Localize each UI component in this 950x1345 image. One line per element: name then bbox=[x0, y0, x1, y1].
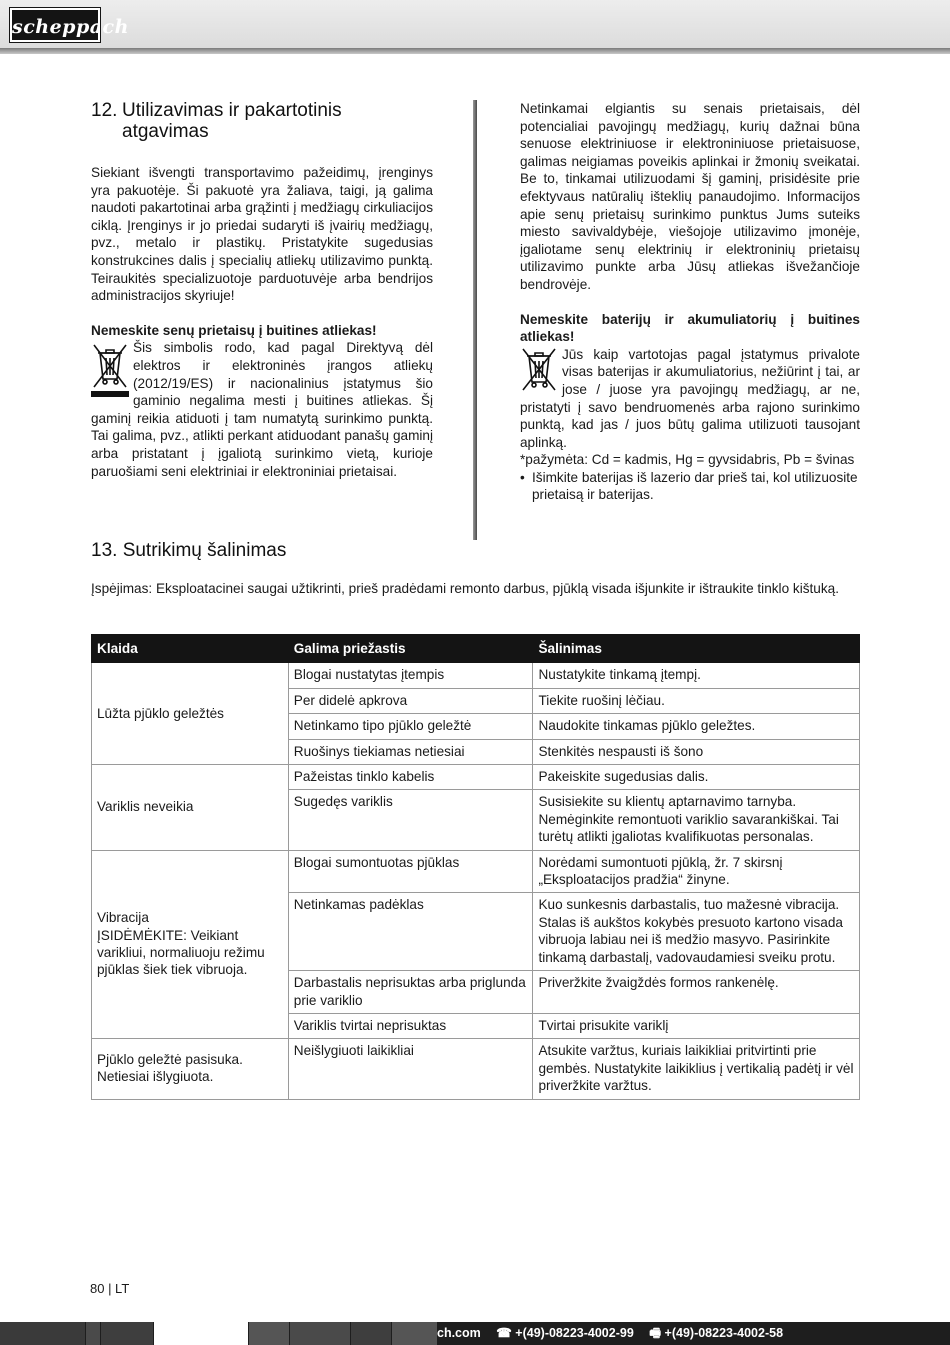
column-header: Galima priežastis bbox=[288, 635, 533, 663]
section-13-heading: 13. Sutrikimų šalinimas bbox=[91, 540, 287, 561]
list-item bbox=[520, 469, 860, 504]
header-rule bbox=[0, 48, 950, 54]
environment-paragraph: Netinkamai elgiantis su senais prietaisais, dėl potencialiai pavojingų medžiagų, kurių dažnai būna senuose elektriniuose ir elektroniniuose prietaisuose, galimas neigiamas poveikis aplinkai ir žmonių sveikatai. Be to, tinkamai utilizuodami šį gaminį, prisidėsite prie efektyvaus natūralių išteklių panaudojimo. Informacijos apie senų prietaisų surinkimo punktus Jums suteiks miesto savivaldybėje, viešojoje utilizavimo įmonėje, įgaliotame senų elektrinių ir elektroninių prietaisų utilizavimo punkte arba Jūsų atliekas išvežančioje bendrovėje. bbox=[520, 101, 860, 292]
cause-cell: Blogai sumontuotas pjūklas bbox=[288, 850, 533, 893]
cause-cell: Blogai nustatytas įtempis bbox=[288, 663, 533, 688]
fix-cell: Priveržkite žvaigždės formos rankenėlę. bbox=[533, 971, 860, 1014]
table-row bbox=[92, 850, 860, 893]
cause-cell: Per didelė apkrova bbox=[288, 688, 533, 713]
table-header-row bbox=[92, 635, 860, 663]
disposal-paragraph: Siekiant išvengti transportavimo pažeidimų, įrenginys yra pakuotėje. Ši pakuotė yra žaliava, taigi, ją galima naudoti pakartotinai arba grąžinti į medžiagų cirkuliacijos ciklą. Įrenginys ir jo priedai sudaryti iš įvairių medžiagų, pvz., metalo ir plastikų. Pristatykite sugedusias konstrukcines dalis į specialių atliekų utilizavimo punktą. Teiraukitės specializuotoje parduotuvėje arba bendrijos administracijos skyriuje! bbox=[91, 165, 433, 304]
fix-cell: Nustatykite tinkamą įtempį. bbox=[533, 663, 860, 688]
table-row bbox=[92, 1039, 860, 1099]
fix-cell: Kuo sunkesnis darbastalis, tuo mažesnė vibracija. Stalas iš aukštos kokybės presuoto kartono visada vibruoja labiau nei iš medžio masyvo. Pasirinkite tinkamą darbastalį, vadovaudamiesi sveiku protu. bbox=[533, 893, 860, 971]
section-number: 12. bbox=[91, 100, 118, 121]
section-12-heading bbox=[91, 100, 433, 142]
fix-cell: Naudokite tinkamas pjūklo geležtes. bbox=[533, 714, 860, 739]
batteries-paragraph: Jūs kaip vartotojas pagal įstatymus privalote visas baterijas ir akumuliatorius, nežiūrint į tai, ar jose / juose yra pavojingų medžiagų, ar ne, pristatyti į savo bendruomenės arba rajono surinkimo punktą, kad jas / juos būtų galima utilizuoti tausojant aplinką. bbox=[520, 346, 860, 450]
fault-cell: Lūžta pjūklo geležtės bbox=[92, 663, 289, 765]
old-devices-heading: Nemeskite senų prietaisų į buitines atliekas! bbox=[91, 322, 377, 338]
fix-cell: Susisiekite su klientų aptarnavimo tarnyba. Nemėginkite remontuoti variklio savarankiškai. Tai turėtų atlikti įgaliotas kvalifikuotas personalas. bbox=[533, 790, 860, 850]
fault-cell: Vibracija ĮSIDĖMĖKITE: Veikiant varikliui, normaliuoju režimu pjūklas šiek tiek vibruoja. bbox=[92, 850, 289, 1039]
cause-cell: Sugedęs variklis bbox=[288, 790, 533, 850]
cause-cell: Ruošinys tiekiamas netiesiai bbox=[288, 739, 533, 764]
safety-warning: Įspėjimas: Eksploatacinei saugai užtikrinti, prieš pradėdami remonto darbus, pjūklą visada išjunkite ir ištraukite tinklo kištuką. bbox=[91, 581, 840, 596]
section-title: Utilizavimas ir pakartotinis atgavimas bbox=[122, 100, 342, 142]
cause-cell: Netinkamas padėklas bbox=[288, 893, 533, 971]
fix-cell: Norėdami sumontuoti pjūklą, žr. 7 skirsnį „Eksploatacijos pradžia“ žinyne. bbox=[533, 850, 860, 893]
phone-number: ☎ +(49)-08223-4002-99 bbox=[496, 1326, 634, 1340]
fix-cell: Atsukite varžtus, kuriais laikikliai pritvirtinti prie gembės. Nustatykite laikiklius į vertikalią padėtį ir vėl priveržkite varžtus. bbox=[533, 1039, 860, 1099]
cause-cell: Variklis tvirtai neprisuktas bbox=[288, 1013, 533, 1038]
battery-bin-icon bbox=[520, 348, 558, 392]
table-row bbox=[92, 765, 860, 790]
website-link[interactable]: ch.com bbox=[437, 1326, 481, 1340]
symbols-note: *pažymėta: Cd = kadmis, Hg = gyvsidabris, Pb = švinas bbox=[520, 452, 855, 468]
cause-cell: Pažeistas tinklo kabelis bbox=[288, 765, 533, 790]
cause-cell: Netinkamo tipo pjūklo geležtė bbox=[288, 714, 533, 739]
troubleshooting-table bbox=[91, 634, 860, 1100]
page-number: 80 | LT bbox=[90, 1281, 130, 1296]
weee-bin-icon bbox=[91, 341, 129, 397]
table-row bbox=[92, 663, 860, 688]
fix-cell: Pakeiskite sugedusias dalis. bbox=[533, 765, 860, 790]
fix-cell: Tvirtai prisukite variklį bbox=[533, 1013, 860, 1038]
fax-number: 🖷 +(49)-08223-4002-58 bbox=[649, 1326, 784, 1340]
cause-cell: Darbastalis neprisuktas arba priglunda prie variklio bbox=[288, 971, 533, 1014]
fix-cell: Stenkitės nespausti iš šono bbox=[533, 739, 860, 764]
column-header: Šalinimas bbox=[533, 635, 860, 663]
column-header: Klaida bbox=[92, 635, 289, 663]
left-column bbox=[91, 100, 433, 480]
weee-paragraph: Šis simbolis rodo, kad pagal Direktyvą dėl elektros ir elektroninės įrangos atliekų (2012/19/ES) ir nacionalinius įstatymus šio gaminio negalima mesti į buitines atliekas. Šį gaminį reikia atiduoti į tam numatytą surinkimo punktą. Tai galima, pvz., atlikti perkant atiduodant panašų gaminį arba pristatant į įgaliotą surinkimo vietą, kurioje paruošiami seni elektriniai ir elektroniniai prietaisai. bbox=[91, 340, 433, 479]
cause-cell: Neišlygiuoti laikikliai bbox=[288, 1039, 533, 1099]
footer-contact bbox=[437, 1322, 795, 1345]
fault-cell: Pjūklo geležtė pasisuka. Netiesiai išlygiuota. bbox=[92, 1039, 289, 1099]
column-divider bbox=[473, 100, 477, 540]
fault-cell: Variklis neveikia bbox=[92, 765, 289, 851]
bullet-text: Išimkite baterijas iš lazerio dar prieš tai, kol utilizuosite prietaisą ir baterijas. bbox=[532, 469, 858, 503]
page-header bbox=[0, 0, 950, 48]
brand-logo: scheppach bbox=[10, 8, 100, 42]
batteries-heading: Nemeskite baterijų ir akumuliatorių į buitines atliekas! bbox=[520, 311, 860, 345]
fix-cell: Tiekite ruošinį lėčiau. bbox=[533, 688, 860, 713]
bullet-icon: • bbox=[520, 469, 525, 485]
right-column bbox=[520, 100, 860, 504]
